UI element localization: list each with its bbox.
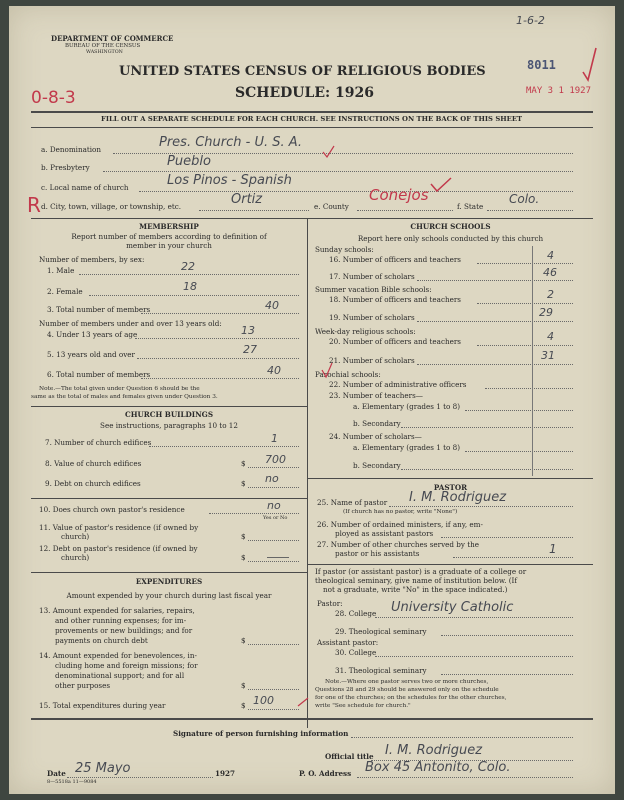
q29-line xyxy=(441,635,573,636)
q25-hint: (If church has no pastor, write "None") xyxy=(343,509,458,515)
pastor-note-3: for one of the churches; on the schedules for the other churches, xyxy=(315,695,507,701)
q24b-line xyxy=(401,469,573,470)
q14-dollar: $ xyxy=(241,681,246,690)
state-line xyxy=(487,210,573,211)
q4-line xyxy=(135,338,299,339)
q24b-label: b. Secondary xyxy=(353,461,401,470)
buildings-rule-2 xyxy=(31,498,307,499)
membership-sub2: member in your church xyxy=(126,241,212,250)
sunday-label: Sunday schools: xyxy=(315,245,374,254)
stamp-date: MAY 3 1 1927 xyxy=(526,86,592,96)
city-field-label: d. City, town, village, or township, etc. xyxy=(41,202,182,211)
q7-label: 7. Number of church edifices xyxy=(45,438,152,447)
expenditures-heading: EXPENDITURES xyxy=(135,577,203,586)
q8-dollar: $ xyxy=(241,459,246,468)
age-heading: Number of members under and over 13 years old: xyxy=(39,319,222,328)
q15-line xyxy=(248,709,299,710)
schedule-title: SCHEDULE: 1926 xyxy=(235,85,375,101)
bureau-label: BUREAU OF THE CENSUS xyxy=(65,43,141,49)
q15-check-icon xyxy=(296,696,312,712)
q25-label: 25. Name of pastor xyxy=(317,498,388,507)
q1-value: 22 xyxy=(181,260,195,273)
pastor-note-4: write "See schedule for church." xyxy=(315,703,411,709)
q15-dollar: $ xyxy=(241,701,246,710)
q25-line xyxy=(389,506,573,507)
check-mark-icon xyxy=(581,46,601,86)
membership-heading: MEMBERSHIP xyxy=(139,222,199,231)
column-divider xyxy=(307,218,308,728)
q20-value: 4 xyxy=(547,330,554,343)
q24a-label: a. Elementary (grades 1 to 8) xyxy=(353,443,460,452)
q12-line xyxy=(248,561,299,562)
q23a-line xyxy=(465,410,573,411)
q10-line xyxy=(209,513,299,514)
q18-line xyxy=(477,303,573,304)
q30-label: 30. College xyxy=(335,648,377,657)
q28-value: University Catholic xyxy=(391,600,514,615)
buildings-rule xyxy=(31,406,307,407)
q5-label: 5. 13 years old and over xyxy=(47,350,135,359)
q17-value: 46 xyxy=(543,266,557,279)
q22-line xyxy=(485,388,573,389)
q14-line-2: cluding home and foreign missions; for xyxy=(55,661,198,670)
presbytery-line xyxy=(103,171,573,172)
q23-label: 23. Number of teachers— xyxy=(329,391,423,400)
date-label: Date xyxy=(47,769,66,778)
q14-line-1: 14. Amount expended for benevolences, in- xyxy=(39,651,197,660)
q22-label: 22. Number of administrative officers xyxy=(329,380,467,389)
q9-dollar: $ xyxy=(241,479,246,488)
q25-value: I. M. Rodriguez xyxy=(409,490,507,505)
state-value: Colo. xyxy=(509,192,540,206)
q14-line-4: other purposes xyxy=(55,681,111,690)
assistant-label: Assistant pastor: xyxy=(317,638,379,647)
parochial-label: Parochial schools: xyxy=(315,370,381,379)
q21-line xyxy=(417,364,573,365)
buildings-heading: CHURCH BUILDINGS xyxy=(124,410,214,419)
local-name-line xyxy=(139,191,573,192)
q13-line-4: payments on church debt xyxy=(55,636,148,645)
local-name-value: Los Pinos - Spanish xyxy=(167,173,292,188)
q8-label: 8. Value of church edifices xyxy=(45,459,142,468)
city-label: WASHINGTON xyxy=(86,50,123,55)
q15-value: 100 xyxy=(253,694,274,707)
q21-value: 31 xyxy=(541,349,555,362)
form-title: UNITED STATES CENSUS OF RELIGIOUS BODIES xyxy=(119,64,486,79)
q6-label: 6. Total number of members xyxy=(47,370,151,379)
q3-label: 3. Total number of members xyxy=(47,305,151,314)
q13-line-2: and other running expenses; for im- xyxy=(55,616,187,625)
footer-rule xyxy=(31,718,593,720)
q18-label: 18. Number of officers and teachers xyxy=(329,295,461,304)
presbytery-value: Pueblo xyxy=(167,154,211,169)
q12-label-a: 12. Debt on pastor's residence (if owned by xyxy=(39,544,198,553)
q20-label: 20. Number of officers and teachers xyxy=(329,337,461,346)
q23b-line xyxy=(401,427,573,428)
q20-line xyxy=(477,345,573,346)
q3-line xyxy=(141,313,299,314)
q3-value: 40 xyxy=(265,299,279,312)
q2-label: 2. Female xyxy=(47,287,83,296)
denomination-value: Pres. Church - U. S. A. xyxy=(159,135,303,150)
membership-note-2: same as the total of males and females given under Question 3. xyxy=(31,394,218,400)
county-line xyxy=(357,210,453,211)
pastor-rule xyxy=(308,478,593,479)
q1-line xyxy=(79,274,299,275)
q8-value: 700 xyxy=(265,453,286,466)
schools-heading: CHURCH SCHOOLS xyxy=(410,222,491,231)
q6-line xyxy=(141,378,299,379)
city-value: Ortiz xyxy=(231,192,263,207)
q16-label: 16. Number of officers and teachers xyxy=(329,255,461,264)
form-code: 8—5518a 11—9084 xyxy=(47,779,97,785)
po-address-value: Box 45 Antonito, Colo. xyxy=(365,760,511,775)
q9-value: no xyxy=(265,472,279,485)
city-line xyxy=(199,210,309,211)
review-mark: R xyxy=(27,193,41,217)
dept-label: DEPARTMENT OF COMMERCE xyxy=(51,34,174,43)
county-check-icon xyxy=(429,176,459,196)
county-label: e. County xyxy=(314,202,349,211)
q2-value: 18 xyxy=(183,280,197,293)
q5-line xyxy=(137,358,299,359)
membership-note-1: Note.—The total given under Question 6 should be the xyxy=(39,386,200,392)
q30-line xyxy=(375,656,573,657)
schools-sub: Report here only schools conducted by this church xyxy=(357,234,544,243)
graduate-line-1: If pastor (or assistant pastor) is a graduate of a college or xyxy=(315,567,527,576)
summer-label: Summer vacation Bible schools: xyxy=(315,285,432,294)
pastor-sub-label: Pastor: xyxy=(317,599,343,608)
q26-label-a: 26. Number of ordained ministers, if any, em- xyxy=(317,520,483,529)
q19-value: 29 xyxy=(539,306,553,319)
q5-value: 27 xyxy=(243,343,257,356)
po-address-label: P. O. Address xyxy=(299,769,352,778)
q12-dash xyxy=(267,557,289,558)
local-name-label: c. Local name of church xyxy=(41,183,129,192)
q11-dollar: $ xyxy=(241,532,246,541)
q13-answer-line xyxy=(248,644,299,645)
q21-label: 21. Number of scholars xyxy=(329,356,415,365)
q26-label-b: ployed as assistant pastors xyxy=(335,529,434,538)
pastor-heading: PASTOR xyxy=(433,483,468,492)
q9-line xyxy=(248,487,299,488)
q2-line xyxy=(89,295,299,296)
denomination-label: a. Denomination xyxy=(41,145,101,154)
q15-label: 15. Total expenditures during year xyxy=(39,701,166,710)
q28-label: 28. College xyxy=(335,609,377,618)
presbytery-check-icon xyxy=(321,144,337,160)
presbytery-label: b. Presbytery xyxy=(41,163,90,172)
q1-label: 1. Male xyxy=(47,266,75,275)
section-rule xyxy=(31,218,593,219)
q24a-line xyxy=(465,451,573,452)
q18-value: 2 xyxy=(547,288,554,301)
date-line xyxy=(67,777,213,778)
graduate-line-2: theological seminary, give name of institution below. (If xyxy=(315,576,518,585)
q23b-label: b. Secondary xyxy=(353,419,401,428)
q14-answer-line xyxy=(248,689,299,690)
q31-line xyxy=(441,674,573,675)
q11-label-a: 11. Value of pastor's residence (if owned by xyxy=(39,523,199,532)
q13-line-1: 13. Amount expended for salaries, repairs, xyxy=(39,606,195,615)
q26-line xyxy=(441,537,573,538)
header-rule-2 xyxy=(31,127,593,128)
expenditures-rule xyxy=(31,572,307,573)
q10-value: no xyxy=(267,499,281,512)
q10-hint: Yes or No xyxy=(263,515,288,521)
q31-label: 31. Theological seminary xyxy=(335,666,427,675)
q4-label: 4. Under 13 years of age xyxy=(47,330,138,339)
q8-line xyxy=(248,467,299,468)
pastor-note-1: Note.—Where one pastor serves two or more churches, xyxy=(325,679,489,685)
header-rule xyxy=(31,111,593,113)
q12-label-b: church) xyxy=(61,553,90,562)
q27-value: 1 xyxy=(549,542,557,556)
official-title-label: Official title xyxy=(325,752,374,761)
q27-label-b: pastor or his assistants xyxy=(335,549,420,558)
q24-label: 24. Number of scholars— xyxy=(329,432,422,441)
pastor-note-2: Questions 28 and 29 should be answered only on the schedule xyxy=(315,687,499,693)
q17-line xyxy=(417,280,573,281)
state-label: f. State xyxy=(457,202,484,211)
date-value: 25 Mayo xyxy=(75,761,131,776)
by-sex-label: Number of members, by sex: xyxy=(39,255,145,264)
q17-label: 17. Number of scholars xyxy=(329,272,415,281)
schools-answer-column xyxy=(532,246,533,476)
corner-note: 1-6-2 xyxy=(516,14,545,27)
q7-line xyxy=(149,446,299,447)
q9-label: 9. Debt on church edifices xyxy=(45,479,141,488)
expenditures-sub: Amount expended by your church during last fiscal year xyxy=(66,591,272,600)
q11-line xyxy=(248,540,299,541)
q23a-label: a. Elementary (grades 1 to 8) xyxy=(353,402,460,411)
q19-line xyxy=(417,321,573,322)
q16-value: 4 xyxy=(547,249,554,262)
q19-label: 19. Number of scholars xyxy=(329,313,415,322)
county-value: Conejos xyxy=(369,186,429,204)
q14-line-3: denominational support; and for all xyxy=(55,671,185,680)
q27-label-a: 27. Number of other churches served by the xyxy=(317,540,480,549)
q13-dollar: $ xyxy=(241,636,246,645)
stamp-number: 8011 xyxy=(527,58,556,72)
q10-label: 10. Does church own pastor's residence xyxy=(39,505,185,514)
signature-line xyxy=(351,737,573,738)
q16-line xyxy=(477,263,573,264)
q13-line-3: provements or new buildings; and for xyxy=(55,626,193,635)
q28-line xyxy=(375,617,573,618)
q4-value: 13 xyxy=(241,324,255,337)
official-title-value: I. M. Rodriguez xyxy=(385,743,483,758)
weekday-label: Week-day religious schools: xyxy=(315,327,416,336)
q7-value: 1 xyxy=(271,432,278,445)
signature-label: Signature of person furnishing information xyxy=(173,729,349,738)
q27-line xyxy=(453,557,573,558)
code-mark: 0-8-3 xyxy=(31,88,76,108)
year-label: 1927 xyxy=(215,769,236,778)
graduate-rule xyxy=(308,564,593,565)
graduate-line-3: not a graduate, write "No" in the space indicated.) xyxy=(323,585,508,594)
buildings-sub: See instructions, paragraphs 10 to 12 xyxy=(100,421,238,430)
census-schedule-sheet xyxy=(9,6,615,794)
instructions: FILL OUT A SEPARATE SCHEDULE FOR EACH CHURCH. SEE INSTRUCTIONS ON THE BACK OF THIS SHEET xyxy=(101,115,523,123)
q12-dollar: $ xyxy=(241,553,246,562)
q29-label: 29. Theological seminary xyxy=(335,627,427,636)
q6-value: 40 xyxy=(267,364,281,377)
q6-check-icon xyxy=(320,362,334,380)
membership-sub1: Report number of members according to definition of xyxy=(71,232,267,241)
po-address-line xyxy=(357,777,573,778)
q11-label-b: church) xyxy=(61,532,90,541)
